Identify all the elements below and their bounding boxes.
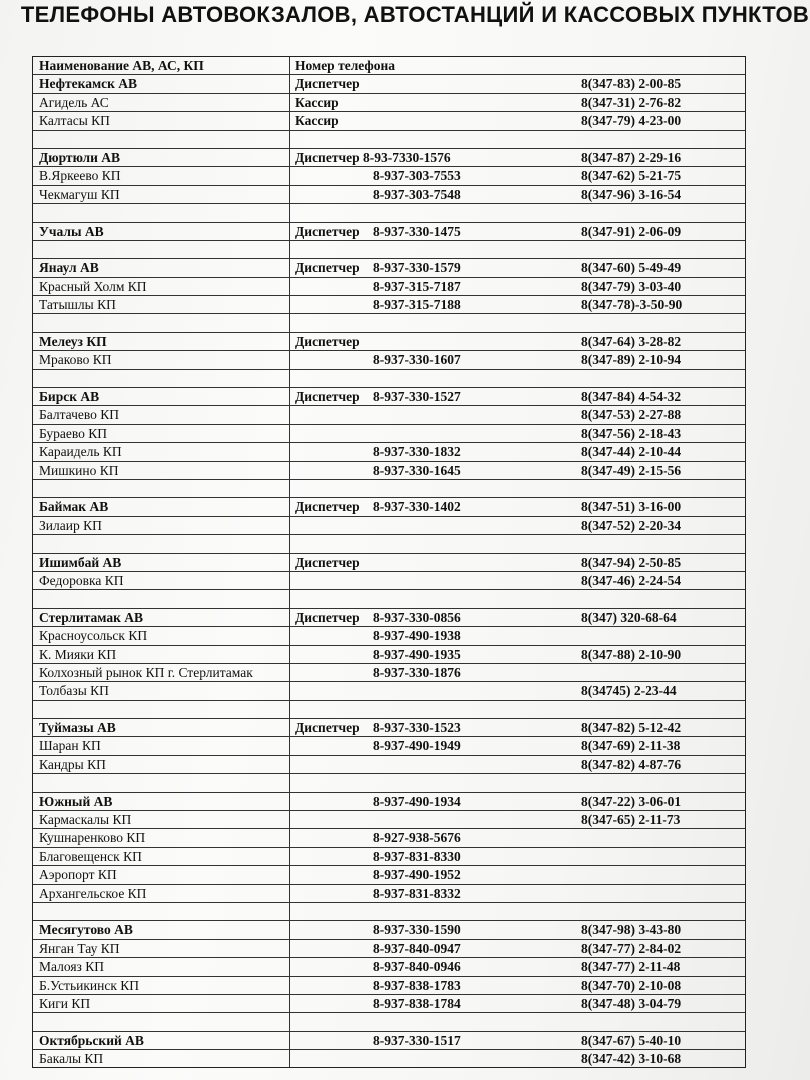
table-row: [33, 186, 745, 204]
phone-role: Диспетчер: [295, 499, 360, 515]
landline-phone: 8(347-51) 3-16-00: [581, 499, 682, 515]
mobile-phone: 8-937-330-1579: [373, 260, 461, 276]
table-row: [33, 756, 745, 774]
phone-role: Диспетчер: [295, 389, 360, 405]
column-divider: [289, 94, 290, 111]
table-body: [33, 75, 745, 1067]
column-divider: [289, 903, 290, 920]
mobile-phone: 8-937-330-1475: [373, 223, 461, 239]
column-divider: [289, 223, 290, 240]
table-row-spacer: [33, 131, 745, 149]
table-row-station: [33, 333, 745, 351]
mobile-phone: 8-937-330-0856: [373, 609, 461, 625]
station-name: Кармаскалы КП: [39, 812, 132, 828]
table-row: [33, 664, 745, 682]
station-name: Бураево КП: [39, 425, 108, 441]
landline-phone: 8(347-91) 2-06-09: [581, 223, 682, 239]
mobile-phone: 8-937-490-1935: [373, 646, 461, 662]
table-row: [33, 517, 745, 535]
table-row: [33, 406, 745, 424]
table-header: [33, 57, 745, 75]
station-name: Малояз КП: [39, 959, 105, 975]
mobile-phone: 8-937-838-1784: [373, 995, 461, 1011]
table-row-station: [33, 149, 745, 167]
table-row: [33, 627, 745, 645]
table-row: [33, 885, 745, 903]
table-row: [33, 112, 745, 130]
table-row-station: [33, 498, 745, 516]
column-divider: [289, 1050, 290, 1067]
column-divider: [289, 627, 290, 644]
column-divider: [289, 848, 290, 865]
phone-role: Диспетчер: [295, 720, 360, 736]
landline-phone: 8(347-62) 5-21-75: [581, 168, 682, 184]
column-divider: [289, 572, 290, 589]
table-row-spacer: [33, 903, 745, 921]
landline-phone: 8(347-83) 2-00-85: [581, 76, 682, 92]
mobile-phone: 8-937-330-1607: [373, 352, 461, 368]
column-divider: [289, 333, 290, 350]
mobile-phone: 8-937-330-1876: [373, 664, 461, 680]
station-name: Красноусольск КП: [39, 628, 148, 644]
station-name: Ишимбай АВ: [39, 554, 122, 570]
mobile-phone: 8-937-330-1645: [373, 462, 461, 478]
column-divider: [289, 646, 290, 663]
table-row: [33, 443, 745, 461]
station-name: Благовещенск КП: [39, 848, 142, 864]
landline-phone: 8(347-64) 3-28-82: [581, 333, 682, 349]
table-row: [33, 462, 745, 480]
landline-phone: 8(347-46) 2-24-54: [581, 572, 682, 588]
mobile-phone: 8-937-330-1517: [373, 1032, 461, 1048]
column-divider: [289, 995, 290, 1012]
column-divider: [289, 829, 290, 846]
station-name: Нефтекамск АВ: [39, 76, 138, 92]
phone-role: Кассир: [295, 113, 339, 129]
mobile-phone: 8-937-330-1527: [373, 389, 461, 405]
column-divider: [289, 388, 290, 405]
mobile-phone: 8-937-315-7188: [373, 297, 461, 313]
table-row: [33, 977, 745, 995]
landline-phone: 8(347-79) 3-03-40: [581, 278, 682, 294]
table-row-station: [33, 259, 745, 277]
station-name: Месягутово АВ: [39, 922, 133, 938]
column-divider: [289, 204, 290, 221]
column-divider: [289, 793, 290, 810]
table-row-station: [33, 719, 745, 737]
station-name: Мелеуз КП: [39, 333, 107, 349]
mobile-phone: 8-937-330-1402: [373, 499, 461, 515]
column-divider: [289, 1032, 290, 1049]
mobile-phone: 8-937-831-8332: [373, 885, 461, 901]
table-row: [33, 296, 745, 314]
station-name: Зилаир КП: [39, 517, 102, 533]
table-row-station: [33, 609, 745, 627]
mobile-phone: 8-937-840-0946: [373, 959, 461, 975]
column-divider: [289, 664, 290, 681]
station-name: Учалы АВ: [39, 223, 104, 239]
mobile-phone: 8-927-938-5676: [373, 830, 461, 846]
station-name: Балтачево КП: [39, 407, 120, 423]
column-divider: [289, 370, 290, 387]
table-row-spacer: [33, 370, 745, 388]
landline-phone: 8(347-22) 3-06-01: [581, 793, 682, 809]
column-divider: [289, 259, 290, 276]
column-divider: [289, 682, 290, 699]
phone-role: Диспетчер: [295, 76, 360, 92]
station-name: Стерлитамак АВ: [39, 609, 144, 625]
landline-phone: 8(34745) 2-23-44: [581, 683, 677, 699]
mobile-phone: 8-937-490-1952: [373, 867, 461, 883]
column-divider: [289, 756, 290, 773]
station-name: Шаран КП: [39, 738, 101, 754]
mobile-phone: 8-937-490-1934: [373, 793, 461, 809]
landline-phone: 8(347-53) 2-27-88: [581, 407, 682, 423]
column-divider: [289, 425, 290, 442]
station-name: Толбазы КП: [39, 683, 109, 699]
column-divider: [289, 921, 290, 938]
column-divider: [289, 590, 290, 607]
table-row-station: [33, 223, 745, 241]
table-row-station: [33, 921, 745, 939]
mobile-phone: 8-937-315-7187: [373, 278, 461, 294]
station-name: Дюртюли АВ: [39, 149, 121, 165]
landline-phone: 8(347-49) 2-15-56: [581, 462, 682, 478]
station-name: Южный АВ: [39, 793, 113, 809]
mobile-phone: 8-937-330-1832: [373, 444, 461, 460]
table-row: [33, 995, 745, 1013]
station-name: Баймак АВ: [39, 499, 109, 515]
mobile-phone: 8-937-330-1590: [373, 922, 461, 938]
station-name: Б.Устьикинск КП: [39, 977, 140, 993]
landline-phone: 8(347) 320-68-64: [581, 609, 677, 625]
column-divider: [289, 241, 290, 258]
landline-phone: 8(347-44) 2-10-44: [581, 444, 682, 460]
column-divider: [289, 112, 290, 129]
table-row: [33, 1050, 745, 1067]
column-divider: [289, 811, 290, 828]
table-row-spacer: [33, 314, 745, 332]
table-row: [33, 940, 745, 958]
table-row-spacer: [33, 701, 745, 719]
landline-phone: 8(347-67) 5-40-10: [581, 1032, 682, 1048]
column-divider: [289, 498, 290, 515]
table-row: [33, 829, 745, 847]
station-name: В.Яркеево КП: [39, 168, 121, 184]
landline-phone: 8(347-65) 2-11-73: [581, 812, 681, 828]
station-name: Федоровка КП: [39, 572, 124, 588]
table-row-spacer: [33, 590, 745, 608]
station-name: Киги КП: [39, 995, 91, 1011]
mobile-phone: 8-937-490-1949: [373, 738, 461, 754]
table-row-spacer: [33, 480, 745, 498]
station-name: Татышлы КП: [39, 297, 116, 313]
landline-phone: 8(347-78)-3-50-90: [581, 297, 683, 313]
station-name: Мишкино КП: [39, 462, 119, 478]
column-divider: [289, 186, 290, 203]
column-divider: [289, 131, 290, 148]
column-divider: [289, 296, 290, 313]
phone-role: Диспетчер: [295, 609, 360, 625]
landline-phone: 8(347-96) 3-16-54: [581, 186, 682, 202]
station-name: Бакалы КП: [39, 1051, 104, 1067]
landline-phone: 8(347-60) 5-49-49: [581, 260, 682, 276]
column-divider: [289, 406, 290, 423]
column-divider: [289, 866, 290, 883]
table-row-station: [33, 554, 745, 572]
phone-role: Диспетчер: [295, 260, 360, 276]
phone-role: Диспетчер: [295, 223, 360, 239]
landline-phone: 8(347-94) 2-50-85: [581, 554, 682, 570]
landline-phone: 8(347-42) 3-10-68: [581, 1051, 682, 1067]
table-row-spacer: [33, 535, 745, 553]
column-divider: [289, 517, 290, 534]
landline-phone: 8(347-84) 4-54-32: [581, 389, 682, 405]
station-name: К. Мияки КП: [39, 646, 117, 662]
table-row: [33, 94, 745, 112]
column-divider: [289, 719, 290, 736]
column-divider: [289, 958, 290, 975]
table-row-station: [33, 388, 745, 406]
table-row: [33, 737, 745, 755]
station-name: Туймазы АВ: [39, 720, 116, 736]
column-divider: [289, 149, 290, 166]
header-phone: Номер телефона: [295, 58, 396, 73]
column-divider: [289, 535, 290, 552]
landline-phone: 8(347-79) 4-23-00: [581, 113, 682, 129]
phone-role: Диспетчер: [295, 554, 360, 570]
table-row: [33, 646, 745, 664]
column-divider: [289, 701, 290, 718]
column-divider: [289, 480, 290, 497]
station-name: Бирск АВ: [39, 389, 100, 405]
table-row-spacer: [33, 1013, 745, 1031]
station-name: Мраково КП: [39, 352, 112, 368]
landline-phone: 8(347-77) 2-11-48: [581, 959, 681, 975]
column-divider: [289, 940, 290, 957]
landline-phone: 8(347-31) 2-76-82: [581, 94, 682, 110]
table-row: [33, 167, 745, 185]
landline-phone: 8(347-82) 4-87-76: [581, 756, 682, 772]
mobile-phone: 8-937-840-0947: [373, 940, 461, 956]
station-name: Кандры КП: [39, 756, 106, 772]
table-row-station: [33, 75, 745, 93]
station-name: Янган Тау КП: [39, 940, 120, 956]
station-name: Чекмагуш КП: [39, 186, 120, 202]
table-row: [33, 866, 745, 884]
table-row: [33, 572, 745, 590]
landline-phone: 8(347-52) 2-20-34: [581, 517, 682, 533]
table-row: [33, 278, 745, 296]
station-name: Караидель КП: [39, 444, 122, 460]
table-row-station: [33, 1032, 745, 1050]
landline-phone: 8(347-98) 3-43-80: [581, 922, 682, 938]
landline-phone: 8(347-70) 2-10-08: [581, 977, 682, 993]
station-name: Колхозный рынок КП г. Стерлитамак: [39, 664, 253, 680]
column-divider: [289, 314, 290, 331]
station-name: Агидель АС: [39, 94, 109, 110]
station-name: Красный Холм КП: [39, 278, 147, 294]
table-row: [33, 848, 745, 866]
landline-phone: 8(347-69) 2-11-38: [581, 738, 681, 754]
column-divider: [289, 554, 290, 571]
phone-role: Диспетчер 8-93-7330-1576: [295, 149, 451, 165]
table-row-spacer: [33, 204, 745, 222]
landline-phone: 8(347-88) 2-10-90: [581, 646, 682, 662]
station-name: Архангельское КП: [39, 885, 147, 901]
column-divider: [289, 351, 290, 368]
column-divider: [289, 57, 290, 74]
landline-phone: 8(347-48) 3-04-79: [581, 995, 682, 1011]
column-divider: [289, 1013, 290, 1030]
station-name: Кушнаренково КП: [39, 830, 146, 846]
table-row: [33, 425, 745, 443]
mobile-phone: 8-937-490-1938: [373, 628, 461, 644]
phone-role: Диспетчер: [295, 333, 360, 349]
column-divider: [289, 278, 290, 295]
landline-phone: 8(347-82) 5-12-42: [581, 720, 682, 736]
station-name: Калтасы КП: [39, 113, 110, 129]
station-name: Октябрьский АВ: [39, 1032, 144, 1048]
mobile-phone: 8-937-303-7548: [373, 186, 461, 202]
phone-table: [32, 56, 746, 1068]
header-name: Наименование АВ, АС, КП: [39, 58, 204, 73]
column-divider: [289, 977, 290, 994]
table-row-station: [33, 793, 745, 811]
landline-phone: 8(347-89) 2-10-94: [581, 352, 682, 368]
column-divider: [289, 443, 290, 460]
column-divider: [289, 75, 290, 92]
landline-phone: 8(347-77) 2-84-02: [581, 940, 682, 956]
column-divider: [289, 167, 290, 184]
landline-phone: 8(347-56) 2-18-43: [581, 425, 682, 441]
mobile-phone: 8-937-831-8330: [373, 848, 461, 864]
table-row-spacer: [33, 774, 745, 792]
column-divider: [289, 462, 290, 479]
station-name: Аэропорт КП: [39, 867, 117, 883]
station-name: Янаул АВ: [39, 260, 99, 276]
mobile-phone: 8-937-838-1783: [373, 977, 461, 993]
column-divider: [289, 774, 290, 791]
table-row: [33, 811, 745, 829]
column-divider: [289, 885, 290, 902]
phone-role: Кассир: [295, 94, 339, 110]
table-row: [33, 958, 745, 976]
table-row: [33, 351, 745, 369]
page-title: ТЕЛЕФОНЫ АВТОВОКЗАЛОВ, АВТОСТАНЦИЙ И КАССОВЫХ ПУНКТОВ: [20, 2, 810, 27]
column-divider: [289, 737, 290, 754]
mobile-phone: 8-937-330-1523: [373, 720, 461, 736]
table-row: [33, 682, 745, 700]
column-divider: [289, 609, 290, 626]
mobile-phone: 8-937-303-7553: [373, 168, 461, 184]
landline-phone: 8(347-87) 2-29-16: [581, 149, 682, 165]
table-row-spacer: [33, 241, 745, 259]
